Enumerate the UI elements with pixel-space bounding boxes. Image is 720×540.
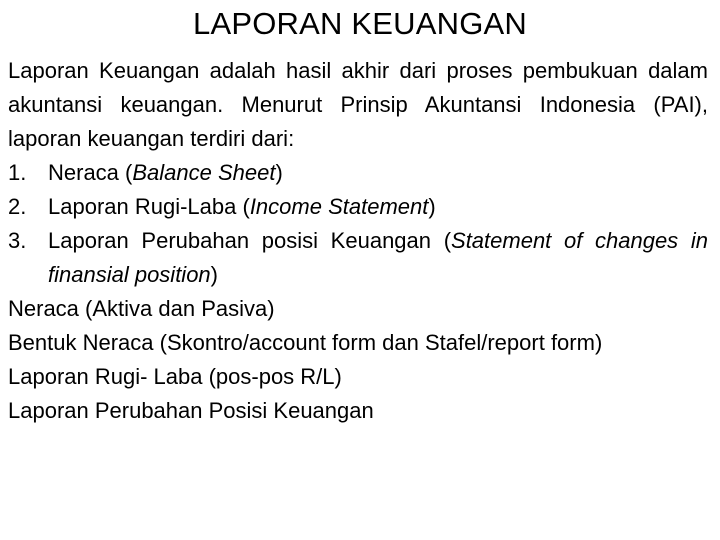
text-line-perubahan-posisi: Laporan Perubahan Posisi Keuangan xyxy=(8,398,374,423)
list-text xyxy=(48,190,708,224)
list-number: 1. xyxy=(8,160,27,185)
list-text xyxy=(48,156,708,190)
text-line-rugi-laba: Laporan Rugi- Laba (pos-pos R/L) xyxy=(8,364,342,389)
list-number: 2. xyxy=(8,194,27,219)
list-text-italic: Income Statement xyxy=(249,194,429,219)
intro-paragraph: Laporan Keuangan adalah hasil akhir dari proses pembukuan dalam akuntansi keuangan. Menurut Prinsip Akuntansi Indonesia (PAI), laporan keuangan terdiri dari: xyxy=(8,58,708,151)
list-text xyxy=(48,224,708,292)
content-body xyxy=(8,54,708,428)
list-item xyxy=(8,156,708,190)
list-text-plain: ) xyxy=(210,262,218,287)
list-text-italic: Balance Sheet xyxy=(132,160,276,185)
page-title: LAPORAN KEUANGAN xyxy=(193,6,527,41)
list-text-plain: Neraca ( xyxy=(48,160,133,185)
list-text-plain: Laporan Rugi-Laba ( xyxy=(48,194,250,219)
list-text-plain: Laporan Perubahan posisi Keuangan ( xyxy=(48,228,452,253)
text-line-neraca: Neraca (Aktiva dan Pasiva) xyxy=(8,296,275,321)
list-number: 3. xyxy=(8,228,27,253)
list-text-plain: ) xyxy=(428,194,436,219)
list-text-plain: ) xyxy=(275,160,283,185)
list-item xyxy=(8,224,708,292)
text-line-bentuk-neraca: Bentuk Neraca (Skontro/account form dan Stafel/report form) xyxy=(8,330,603,355)
list-text-italic: Statement of changes in finansial position xyxy=(48,228,708,287)
list-item xyxy=(8,190,708,224)
